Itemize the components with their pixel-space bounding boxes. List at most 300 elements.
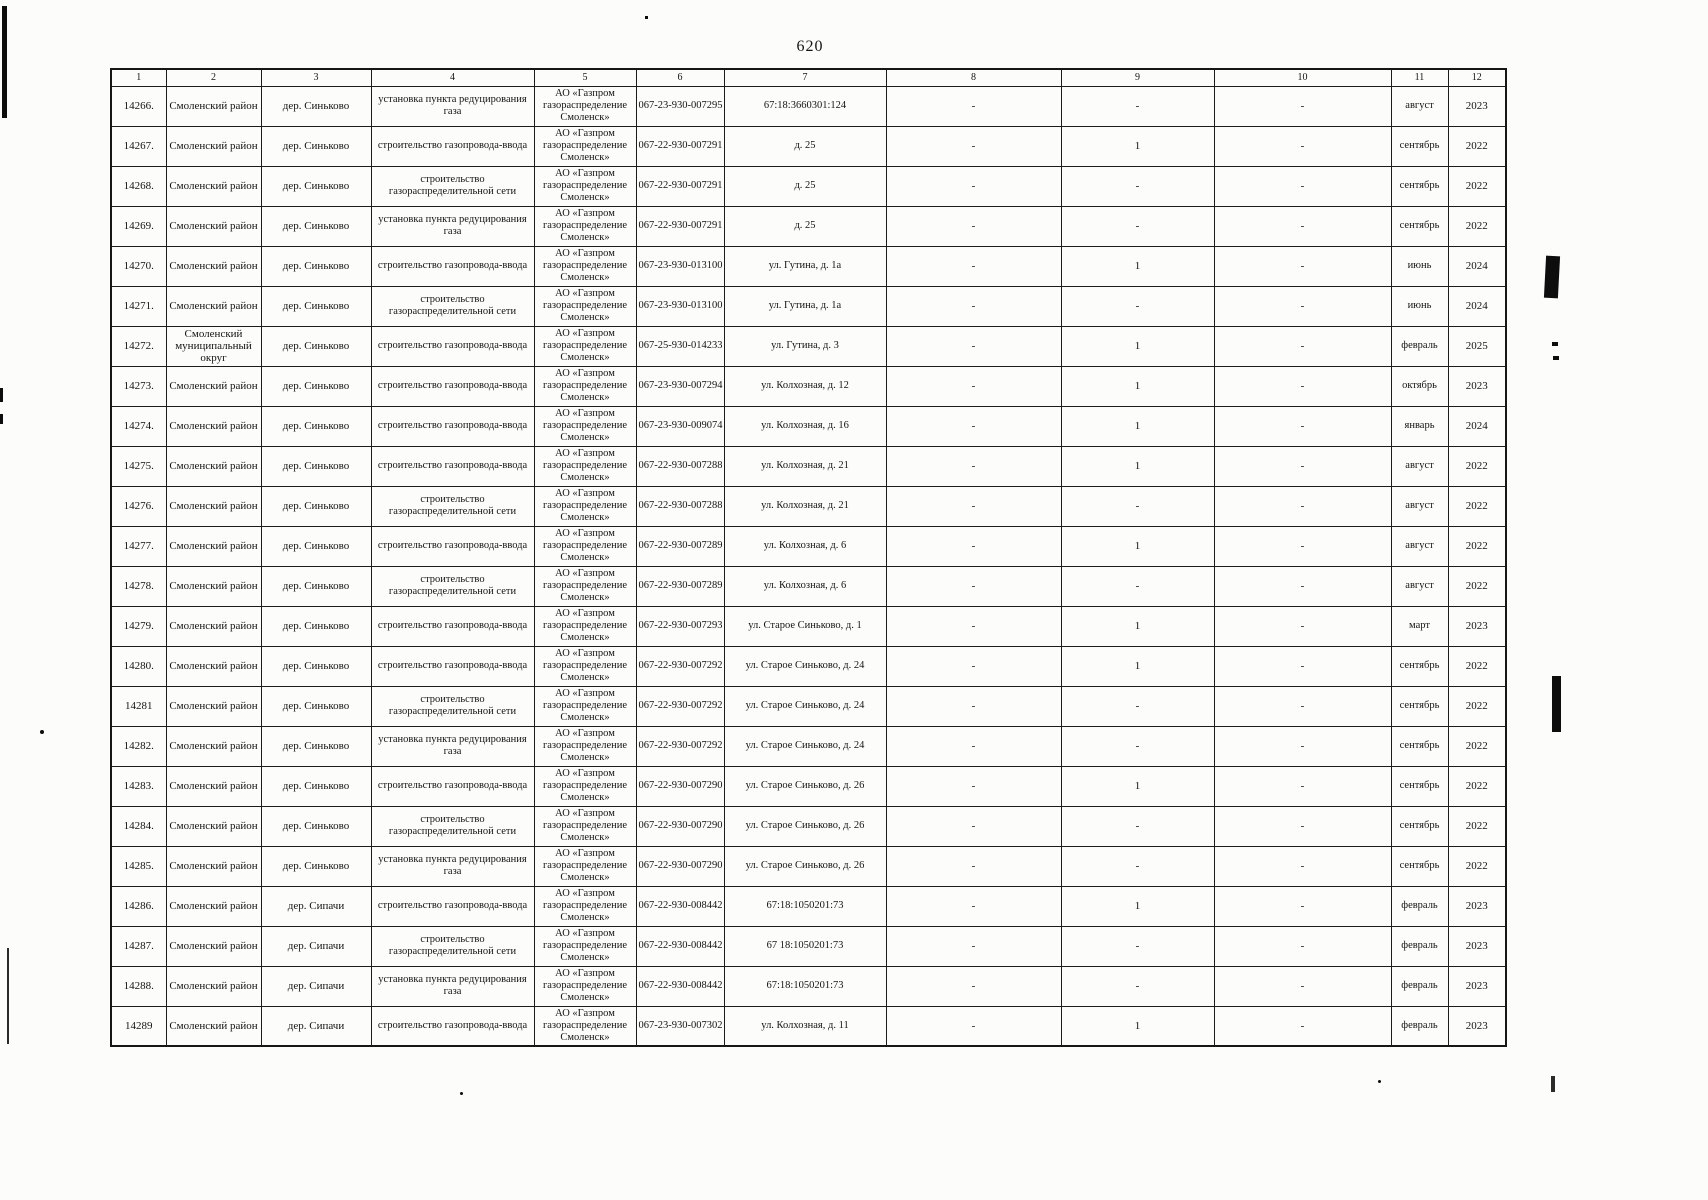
table-row bbox=[111, 486, 1506, 526]
cell-col12: 2025 bbox=[1448, 326, 1506, 366]
cell-col12: 2022 bbox=[1448, 646, 1506, 686]
cell-col8: - bbox=[886, 566, 1061, 606]
cell-col12: 2023 bbox=[1448, 966, 1506, 1006]
cell-col1: 14287. bbox=[111, 926, 166, 966]
cell-col7: ул. Колхозная, д. 6 bbox=[724, 566, 886, 606]
cell-col12: 2022 bbox=[1448, 566, 1506, 606]
cell-col12: 2024 bbox=[1448, 246, 1506, 286]
cell-col2: Смоленский район bbox=[166, 806, 261, 846]
column-header: 7 bbox=[724, 69, 886, 86]
cell-col8: - bbox=[886, 926, 1061, 966]
column-header: 12 bbox=[1448, 69, 1506, 86]
cell-col1: 14276. bbox=[111, 486, 166, 526]
cell-col9: - bbox=[1061, 286, 1214, 326]
cell-col11: сентябрь bbox=[1391, 126, 1448, 166]
cell-col8: - bbox=[886, 486, 1061, 526]
table-row bbox=[111, 326, 1506, 366]
cell-col4: строительство газопровода-ввода bbox=[371, 446, 534, 486]
table-header-row bbox=[111, 69, 1506, 86]
cell-col5: АО «Газпром газораспределение Смоленск» bbox=[534, 286, 636, 326]
cell-col8: - bbox=[886, 846, 1061, 886]
scan-artifact bbox=[1551, 1076, 1555, 1092]
cell-col5: АО «Газпром газораспределение Смоленск» bbox=[534, 726, 636, 766]
cell-col6: 067-22-930-007292 bbox=[636, 686, 724, 726]
cell-col11: сентябрь bbox=[1391, 846, 1448, 886]
table-row bbox=[111, 726, 1506, 766]
cell-col11: март bbox=[1391, 606, 1448, 646]
cell-col7: ул. Гутина, д. 1а bbox=[724, 246, 886, 286]
cell-col7: 67:18:3660301:124 bbox=[724, 86, 886, 126]
cell-col9: 1 bbox=[1061, 366, 1214, 406]
cell-col4: строительство газопровода-ввода bbox=[371, 606, 534, 646]
scan-artifact bbox=[40, 730, 44, 734]
scan-artifact bbox=[1378, 1080, 1381, 1083]
column-header: 3 bbox=[261, 69, 371, 86]
cell-col4: установка пункта редуцирования газа bbox=[371, 726, 534, 766]
cell-col4: строительство газораспределительной сети bbox=[371, 286, 534, 326]
table-row bbox=[111, 646, 1506, 686]
cell-col10: - bbox=[1214, 686, 1391, 726]
cell-col3: дер. Синьково bbox=[261, 606, 371, 646]
cell-col4: строительство газораспределительной сети bbox=[371, 166, 534, 206]
cell-col6: 067-22-930-007291 bbox=[636, 166, 724, 206]
cell-col10: - bbox=[1214, 766, 1391, 806]
cell-col4: строительство газопровода-ввода bbox=[371, 126, 534, 166]
cell-col2: Смоленский район bbox=[166, 486, 261, 526]
cell-col11: сентябрь bbox=[1391, 686, 1448, 726]
cell-col9: 1 bbox=[1061, 126, 1214, 166]
cell-col4: установка пункта редуцирования газа bbox=[371, 86, 534, 126]
cell-col5: АО «Газпром газораспределение Смоленск» bbox=[534, 846, 636, 886]
cell-col10: - bbox=[1214, 606, 1391, 646]
cell-col10: - bbox=[1214, 206, 1391, 246]
cell-col1: 14278. bbox=[111, 566, 166, 606]
cell-col6: 067-25-930-014233 bbox=[636, 326, 724, 366]
cell-col8: - bbox=[886, 286, 1061, 326]
cell-col3: дер. Синьково bbox=[261, 406, 371, 446]
cell-col11: август bbox=[1391, 86, 1448, 126]
cell-col3: дер. Синьково bbox=[261, 166, 371, 206]
cell-col7: ул. Колхозная, д. 21 bbox=[724, 446, 886, 486]
cell-col12: 2022 bbox=[1448, 206, 1506, 246]
cell-col5: АО «Газпром газораспределение Смоленск» bbox=[534, 166, 636, 206]
cell-col12: 2022 bbox=[1448, 486, 1506, 526]
cell-col6: 067-23-930-007294 bbox=[636, 366, 724, 406]
cell-col9: - bbox=[1061, 926, 1214, 966]
cell-col9: 1 bbox=[1061, 1006, 1214, 1046]
cell-col8: - bbox=[886, 966, 1061, 1006]
cell-col2: Смоленский район bbox=[166, 526, 261, 566]
cell-col3: дер. Сипачи bbox=[261, 886, 371, 926]
table-row bbox=[111, 526, 1506, 566]
cell-col3: дер. Синьково bbox=[261, 286, 371, 326]
cell-col12: 2023 bbox=[1448, 1006, 1506, 1046]
cell-col2: Смоленский район bbox=[166, 686, 261, 726]
permits-table bbox=[110, 68, 1507, 1047]
cell-col4: строительство газопровода-ввода bbox=[371, 886, 534, 926]
cell-col5: АО «Газпром газораспределение Смоленск» bbox=[534, 966, 636, 1006]
cell-col1: 14289 bbox=[111, 1006, 166, 1046]
table-row bbox=[111, 86, 1506, 126]
cell-col12: 2024 bbox=[1448, 286, 1506, 326]
cell-col8: - bbox=[886, 646, 1061, 686]
scan-artifact bbox=[7, 948, 9, 1044]
cell-col12: 2022 bbox=[1448, 846, 1506, 886]
cell-col9: 1 bbox=[1061, 446, 1214, 486]
cell-col11: октябрь bbox=[1391, 366, 1448, 406]
cell-col9: - bbox=[1061, 686, 1214, 726]
cell-col3: дер. Синьково bbox=[261, 326, 371, 366]
cell-col2: Смоленский район bbox=[166, 126, 261, 166]
cell-col11: февраль bbox=[1391, 966, 1448, 1006]
table-row bbox=[111, 126, 1506, 166]
cell-col4: строительство газопровода-ввода bbox=[371, 646, 534, 686]
cell-col10: - bbox=[1214, 406, 1391, 446]
cell-col7: ул. Колхозная, д. 16 bbox=[724, 406, 886, 446]
cell-col12: 2023 bbox=[1448, 606, 1506, 646]
cell-col12: 2022 bbox=[1448, 526, 1506, 566]
cell-col6: 067-22-930-008442 bbox=[636, 966, 724, 1006]
cell-col2: Смоленский район bbox=[166, 646, 261, 686]
cell-col5: АО «Газпром газораспределение Смоленск» bbox=[534, 566, 636, 606]
cell-col1: 14266. bbox=[111, 86, 166, 126]
cell-col9: 1 bbox=[1061, 606, 1214, 646]
cell-col9: - bbox=[1061, 86, 1214, 126]
cell-col2: Смоленский район bbox=[166, 926, 261, 966]
cell-col3: дер. Синьково bbox=[261, 206, 371, 246]
cell-col7: 67:18:1050201:73 bbox=[724, 886, 886, 926]
cell-col12: 2022 bbox=[1448, 686, 1506, 726]
scan-artifact bbox=[1552, 342, 1558, 346]
cell-col7: д. 25 bbox=[724, 126, 886, 166]
cell-col1: 14281 bbox=[111, 686, 166, 726]
cell-col6: 067-22-930-007288 bbox=[636, 486, 724, 526]
cell-col6: 067-22-930-007291 bbox=[636, 206, 724, 246]
cell-col10: - bbox=[1214, 446, 1391, 486]
cell-col2: Смоленский район bbox=[166, 886, 261, 926]
cell-col7: ул. Старое Синьково, д. 1 bbox=[724, 606, 886, 646]
cell-col12: 2022 bbox=[1448, 766, 1506, 806]
table-row bbox=[111, 166, 1506, 206]
cell-col2: Смоленский район bbox=[166, 406, 261, 446]
cell-col5: АО «Газпром газораспределение Смоленск» bbox=[534, 806, 636, 846]
cell-col11: февраль bbox=[1391, 886, 1448, 926]
cell-col12: 2022 bbox=[1448, 446, 1506, 486]
cell-col9: - bbox=[1061, 726, 1214, 766]
cell-col11: июнь bbox=[1391, 246, 1448, 286]
cell-col5: АО «Газпром газораспределение Смоленск» bbox=[534, 766, 636, 806]
cell-col11: январь bbox=[1391, 406, 1448, 446]
cell-col11: февраль bbox=[1391, 1006, 1448, 1046]
cell-col8: - bbox=[886, 606, 1061, 646]
cell-col6: 067-23-930-013100 bbox=[636, 286, 724, 326]
cell-col1: 14285. bbox=[111, 846, 166, 886]
cell-col9: - bbox=[1061, 486, 1214, 526]
cell-col8: - bbox=[886, 806, 1061, 846]
table-row bbox=[111, 966, 1506, 1006]
cell-col6: 067-22-930-007290 bbox=[636, 766, 724, 806]
cell-col8: - bbox=[886, 166, 1061, 206]
scan-artifact bbox=[0, 414, 3, 424]
cell-col6: 067-22-930-007292 bbox=[636, 726, 724, 766]
cell-col3: дер. Синьково bbox=[261, 126, 371, 166]
cell-col6: 067-22-930-007289 bbox=[636, 526, 724, 566]
cell-col10: - bbox=[1214, 286, 1391, 326]
cell-col10: - bbox=[1214, 486, 1391, 526]
cell-col10: - bbox=[1214, 1006, 1391, 1046]
cell-col11: август bbox=[1391, 526, 1448, 566]
cell-col6: 067-23-930-007295 bbox=[636, 86, 724, 126]
cell-col4: установка пункта редуцирования газа bbox=[371, 846, 534, 886]
cell-col12: 2023 bbox=[1448, 366, 1506, 406]
cell-col4: строительство газопровода-ввода bbox=[371, 326, 534, 366]
cell-col8: - bbox=[886, 366, 1061, 406]
table-row bbox=[111, 1006, 1506, 1046]
cell-col5: АО «Газпром газораспределение Смоленск» bbox=[534, 326, 636, 366]
page-number: 620 bbox=[796, 38, 824, 55]
scan-artifact bbox=[645, 16, 648, 19]
cell-col1: 14272. bbox=[111, 326, 166, 366]
cell-col3: дер. Синьково bbox=[261, 446, 371, 486]
cell-col3: дер. Сипачи bbox=[261, 1006, 371, 1046]
cell-col9: - bbox=[1061, 966, 1214, 1006]
cell-col8: - bbox=[886, 686, 1061, 726]
cell-col5: АО «Газпром газораспределение Смоленск» bbox=[534, 126, 636, 166]
cell-col3: дер. Сипачи bbox=[261, 926, 371, 966]
cell-col1: 14273. bbox=[111, 366, 166, 406]
cell-col8: - bbox=[886, 766, 1061, 806]
cell-col10: - bbox=[1214, 566, 1391, 606]
scan-artifact bbox=[0, 388, 3, 402]
cell-col6: 067-23-930-013100 bbox=[636, 246, 724, 286]
cell-col11: сентябрь bbox=[1391, 166, 1448, 206]
cell-col1: 14284. bbox=[111, 806, 166, 846]
cell-col6: 067-22-930-007293 bbox=[636, 606, 724, 646]
cell-col5: АО «Газпром газораспределение Смоленск» bbox=[534, 86, 636, 126]
table-row bbox=[111, 206, 1506, 246]
scan-artifact bbox=[460, 1092, 463, 1095]
cell-col5: АО «Газпром газораспределение Смоленск» bbox=[534, 646, 636, 686]
cell-col1: 14270. bbox=[111, 246, 166, 286]
column-header: 9 bbox=[1061, 69, 1214, 86]
cell-col1: 14286. bbox=[111, 886, 166, 926]
cell-col4: строительство газопровода-ввода bbox=[371, 766, 534, 806]
cell-col7: ул. Старое Синьково, д. 26 bbox=[724, 806, 886, 846]
cell-col6: 067-22-930-008442 bbox=[636, 886, 724, 926]
cell-col1: 14269. bbox=[111, 206, 166, 246]
table-row bbox=[111, 366, 1506, 406]
cell-col5: АО «Газпром газораспределение Смоленск» bbox=[534, 486, 636, 526]
cell-col4: строительство газораспределительной сети bbox=[371, 686, 534, 726]
cell-col10: - bbox=[1214, 806, 1391, 846]
cell-col11: июнь bbox=[1391, 286, 1448, 326]
cell-col12: 2022 bbox=[1448, 126, 1506, 166]
scan-artifact bbox=[2, 6, 7, 118]
cell-col5: АО «Газпром газораспределение Смоленск» bbox=[534, 926, 636, 966]
cell-col3: дер. Синьково bbox=[261, 766, 371, 806]
cell-col11: сентябрь bbox=[1391, 206, 1448, 246]
cell-col9: 1 bbox=[1061, 766, 1214, 806]
column-header: 2 bbox=[166, 69, 261, 86]
cell-col12: 2022 bbox=[1448, 166, 1506, 206]
cell-col4: установка пункта редуцирования газа bbox=[371, 966, 534, 1006]
cell-col6: 067-23-930-007302 bbox=[636, 1006, 724, 1046]
cell-col11: август bbox=[1391, 446, 1448, 486]
cell-col11: сентябрь bbox=[1391, 766, 1448, 806]
cell-col1: 14282. bbox=[111, 726, 166, 766]
cell-col4: строительство газопровода-ввода bbox=[371, 406, 534, 446]
cell-col10: - bbox=[1214, 166, 1391, 206]
cell-col10: - bbox=[1214, 126, 1391, 166]
cell-col6: 067-22-930-007289 bbox=[636, 566, 724, 606]
cell-col3: дер. Синьково bbox=[261, 646, 371, 686]
cell-col5: АО «Газпром газораспределение Смоленск» bbox=[534, 686, 636, 726]
cell-col6: 067-22-930-008442 bbox=[636, 926, 724, 966]
table-row bbox=[111, 766, 1506, 806]
cell-col3: дер. Синьково bbox=[261, 246, 371, 286]
cell-col7: д. 25 bbox=[724, 166, 886, 206]
cell-col3: дер. Синьково bbox=[261, 726, 371, 766]
column-header: 4 bbox=[371, 69, 534, 86]
table-row bbox=[111, 686, 1506, 726]
scan-artifact bbox=[1552, 676, 1561, 732]
cell-col6: 067-23-930-009074 bbox=[636, 406, 724, 446]
cell-col11: сентябрь bbox=[1391, 806, 1448, 846]
cell-col3: дер. Синьково bbox=[261, 846, 371, 886]
cell-col7: 67:18:1050201:73 bbox=[724, 966, 886, 1006]
cell-col9: - bbox=[1061, 806, 1214, 846]
cell-col1: 14268. bbox=[111, 166, 166, 206]
cell-col1: 14275. bbox=[111, 446, 166, 486]
cell-col9: 1 bbox=[1061, 326, 1214, 366]
cell-col7: д. 25 bbox=[724, 206, 886, 246]
cell-col4: строительство газораспределительной сети bbox=[371, 806, 534, 846]
cell-col10: - bbox=[1214, 366, 1391, 406]
table-row bbox=[111, 246, 1506, 286]
cell-col8: - bbox=[886, 326, 1061, 366]
cell-col4: строительство газораспределительной сети bbox=[371, 566, 534, 606]
cell-col4: строительство газопровода-ввода bbox=[371, 246, 534, 286]
cell-col3: дер. Синьково bbox=[261, 86, 371, 126]
cell-col8: - bbox=[886, 886, 1061, 926]
cell-col2: Смоленский район bbox=[166, 606, 261, 646]
cell-col11: август bbox=[1391, 566, 1448, 606]
column-header: 8 bbox=[886, 69, 1061, 86]
cell-col2: Смоленский район bbox=[166, 726, 261, 766]
cell-col2: Смоленский район bbox=[166, 1006, 261, 1046]
cell-col5: АО «Газпром газораспределение Смоленск» bbox=[534, 366, 636, 406]
cell-col5: АО «Газпром газораспределение Смоленск» bbox=[534, 1006, 636, 1046]
cell-col11: август bbox=[1391, 486, 1448, 526]
cell-col6: 067-22-930-007288 bbox=[636, 446, 724, 486]
cell-col2: Смоленский район bbox=[166, 206, 261, 246]
cell-col7: ул. Старое Синьково, д. 24 bbox=[724, 726, 886, 766]
cell-col2: Смоленский район bbox=[166, 966, 261, 1006]
cell-col10: - bbox=[1214, 86, 1391, 126]
cell-col11: сентябрь bbox=[1391, 726, 1448, 766]
column-header: 5 bbox=[534, 69, 636, 86]
cell-col10: - bbox=[1214, 246, 1391, 286]
cell-col3: дер. Синьково bbox=[261, 806, 371, 846]
cell-col10: - bbox=[1214, 646, 1391, 686]
cell-col10: - bbox=[1214, 726, 1391, 766]
cell-col4: установка пункта редуцирования газа bbox=[371, 206, 534, 246]
cell-col4: строительство газораспределительной сети bbox=[371, 486, 534, 526]
cell-col8: - bbox=[886, 86, 1061, 126]
cell-col7: ул. Колхозная, д. 6 bbox=[724, 526, 886, 566]
cell-col9: 1 bbox=[1061, 646, 1214, 686]
cell-col7: ул. Колхозная, д. 11 bbox=[724, 1006, 886, 1046]
cell-col5: АО «Газпром газораспределение Смоленск» bbox=[534, 526, 636, 566]
cell-col5: АО «Газпром газораспределение Смоленск» bbox=[534, 246, 636, 286]
table-row bbox=[111, 606, 1506, 646]
cell-col7: ул. Старое Синьково, д. 24 bbox=[724, 646, 886, 686]
table-row bbox=[111, 566, 1506, 606]
cell-col2: Смоленский район bbox=[166, 166, 261, 206]
cell-col8: - bbox=[886, 446, 1061, 486]
cell-col12: 2023 bbox=[1448, 86, 1506, 126]
cell-col1: 14271. bbox=[111, 286, 166, 326]
cell-col8: - bbox=[886, 406, 1061, 446]
cell-col12: 2024 bbox=[1448, 406, 1506, 446]
cell-col7: ул. Колхозная, д. 12 bbox=[724, 366, 886, 406]
cell-col3: дер. Синьково bbox=[261, 566, 371, 606]
cell-col9: - bbox=[1061, 166, 1214, 206]
cell-col4: строительство газопровода-ввода bbox=[371, 1006, 534, 1046]
cell-col8: - bbox=[886, 126, 1061, 166]
cell-col11: февраль bbox=[1391, 326, 1448, 366]
table-row bbox=[111, 806, 1506, 846]
cell-col2: Смоленский район bbox=[166, 366, 261, 406]
table-row bbox=[111, 446, 1506, 486]
table-row bbox=[111, 846, 1506, 886]
cell-col9: - bbox=[1061, 206, 1214, 246]
cell-col2: Смоленский район bbox=[166, 286, 261, 326]
cell-col5: АО «Газпром газораспределение Смоленск» bbox=[534, 886, 636, 926]
cell-col9: 1 bbox=[1061, 526, 1214, 566]
cell-col10: - bbox=[1214, 966, 1391, 1006]
table-row bbox=[111, 406, 1506, 446]
cell-col10: - bbox=[1214, 326, 1391, 366]
cell-col8: - bbox=[886, 246, 1061, 286]
cell-col3: дер. Синьково bbox=[261, 486, 371, 526]
cell-col2: Смоленский муниципальный округ bbox=[166, 326, 261, 366]
cell-col5: АО «Газпром газораспределение Смоленск» bbox=[534, 406, 636, 446]
cell-col7: ул. Гутина, д. 1а bbox=[724, 286, 886, 326]
cell-col8: - bbox=[886, 526, 1061, 566]
cell-col1: 14267. bbox=[111, 126, 166, 166]
cell-col8: - bbox=[886, 726, 1061, 766]
cell-col9: 1 bbox=[1061, 246, 1214, 286]
cell-col9: - bbox=[1061, 846, 1214, 886]
cell-col7: ул. Гутина, д. 3 bbox=[724, 326, 886, 366]
cell-col9: 1 bbox=[1061, 886, 1214, 926]
cell-col7: ул. Старое Синьково, д. 24 bbox=[724, 686, 886, 726]
cell-col2: Смоленский район bbox=[166, 446, 261, 486]
cell-col12: 2022 bbox=[1448, 726, 1506, 766]
cell-col7: 67 18:1050201:73 bbox=[724, 926, 886, 966]
cell-col5: АО «Газпром газораспределение Смоленск» bbox=[534, 446, 636, 486]
cell-col7: ул. Старое Синьково, д. 26 bbox=[724, 766, 886, 806]
cell-col1: 14288. bbox=[111, 966, 166, 1006]
cell-col5: АО «Газпром газораспределение Смоленск» bbox=[534, 606, 636, 646]
column-header: 6 bbox=[636, 69, 724, 86]
cell-col5: АО «Газпром газораспределение Смоленск» bbox=[534, 206, 636, 246]
cell-col3: дер. Синьково bbox=[261, 526, 371, 566]
scan-artifact bbox=[1544, 256, 1560, 299]
cell-col12: 2022 bbox=[1448, 806, 1506, 846]
cell-col6: 067-22-930-007290 bbox=[636, 846, 724, 886]
